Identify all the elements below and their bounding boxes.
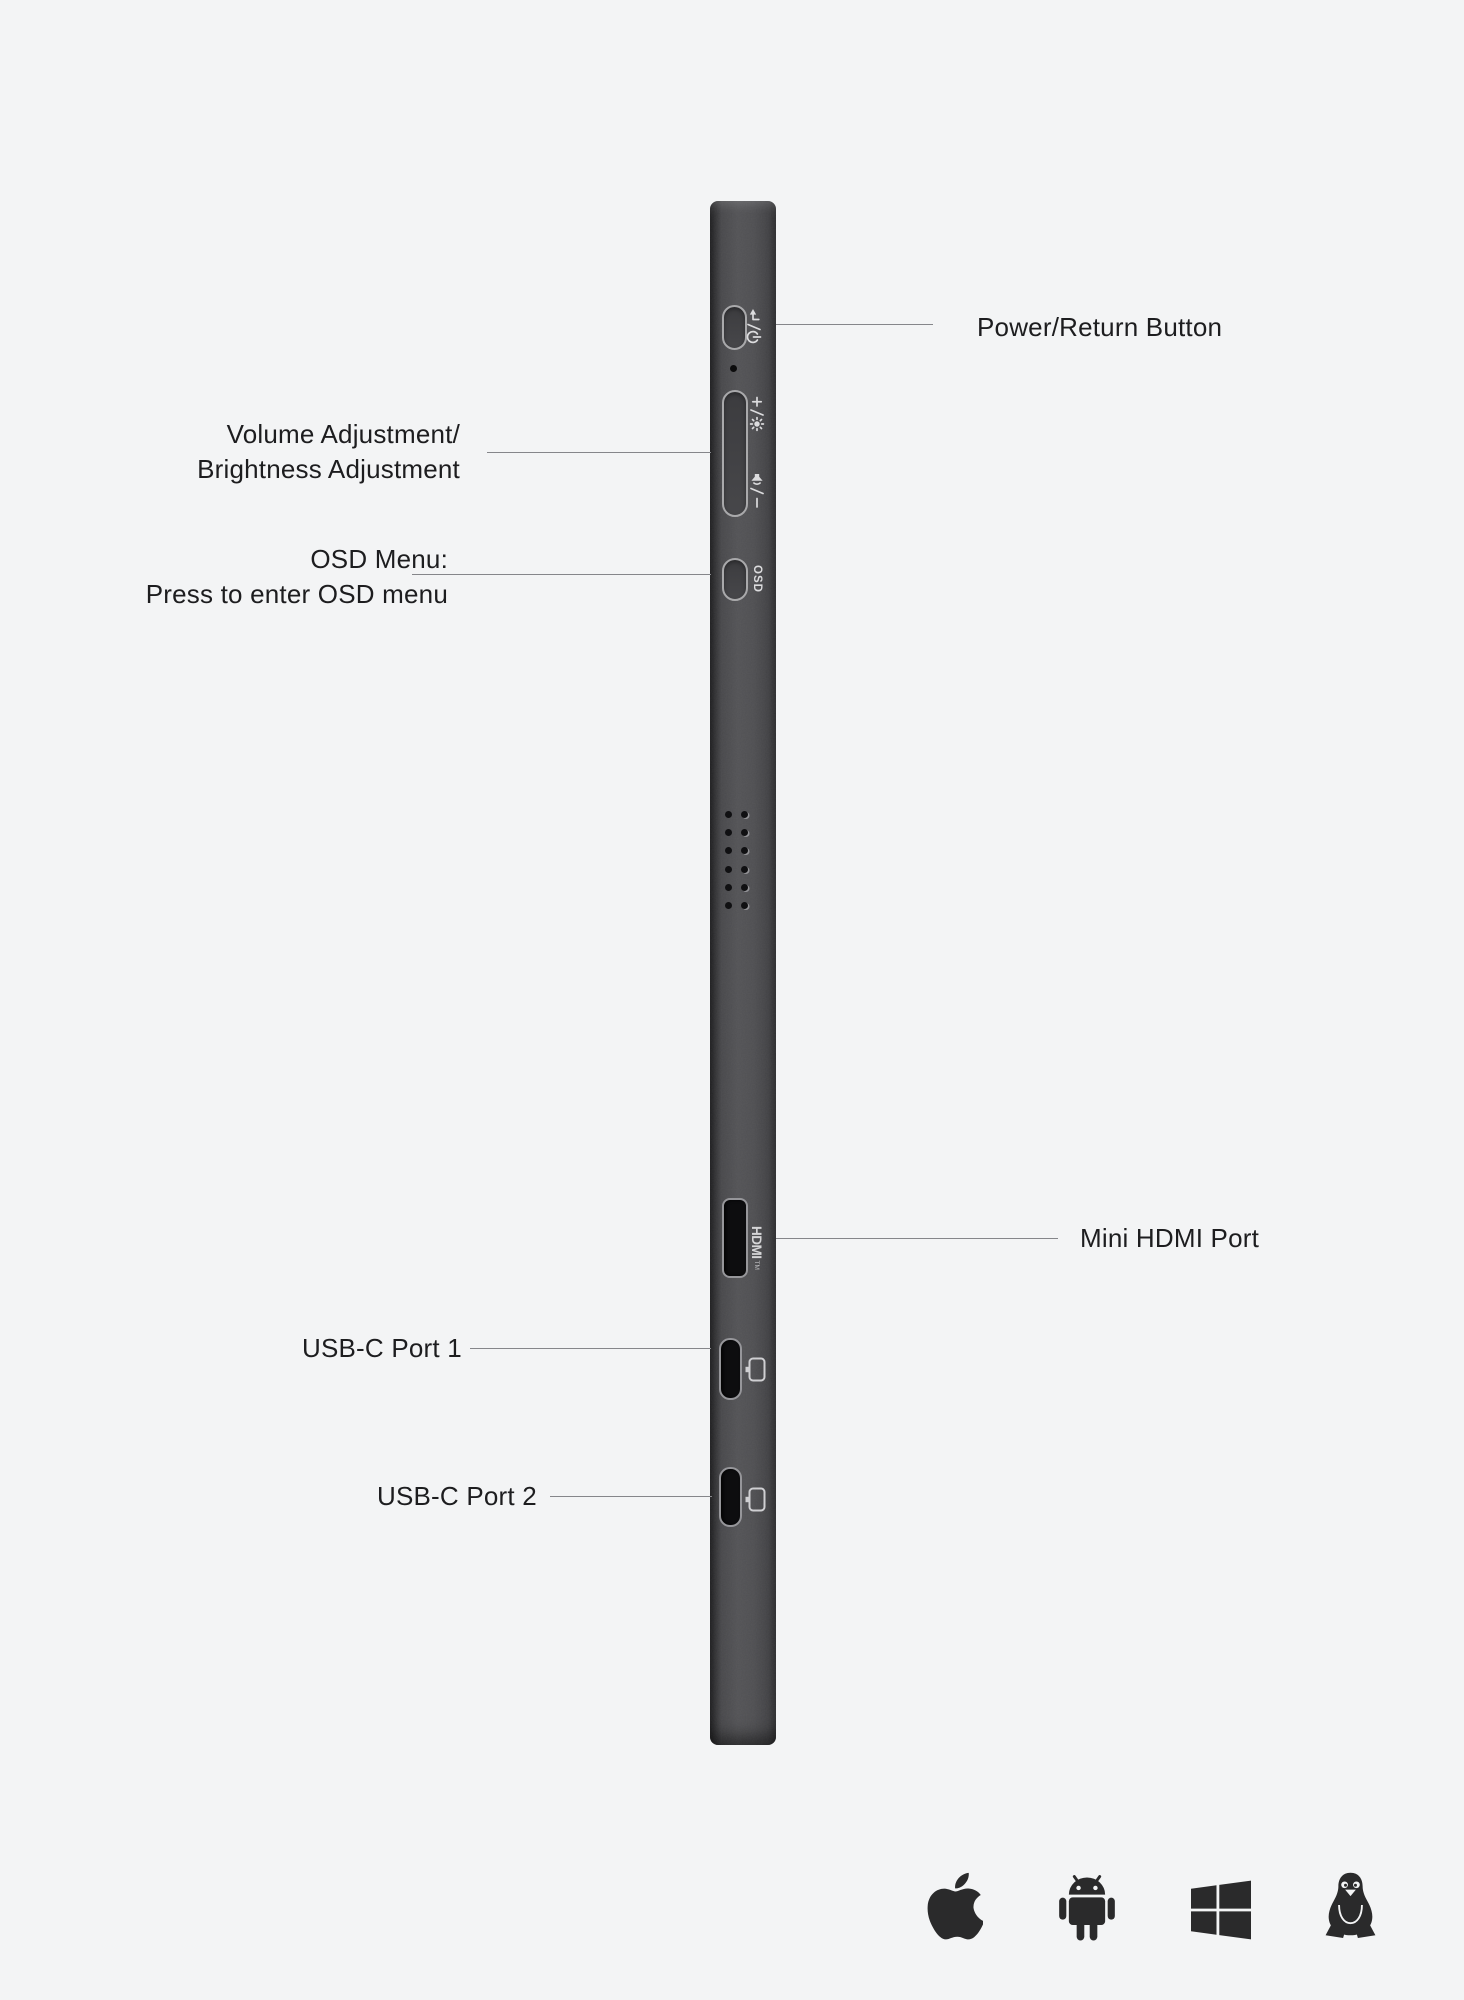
callout-line-osd: [412, 574, 711, 575]
callout-line-usbc2: [550, 1496, 712, 1497]
label-usbc-port-2: [377, 1479, 537, 1514]
volume-brightness-rocker: [722, 390, 748, 517]
label-line: Mini HDMI Port: [1080, 1223, 1260, 1253]
label-line: Volume Adjustment/: [226, 419, 460, 449]
windows-logo-icon: [1191, 1880, 1251, 1945]
label-line: USB-C Port 1: [302, 1333, 462, 1363]
display-icon: [745, 1357, 766, 1382]
android-logo-icon: [1055, 1873, 1119, 1948]
osd-engraving-text: OSD: [751, 565, 763, 593]
osd-menu-button: [722, 558, 748, 601]
mini-hdmi-port: [722, 1198, 748, 1278]
callout-line-power: [776, 324, 933, 325]
led-indicator-dot: [730, 365, 737, 372]
callout-line-hdmi: [776, 1238, 1058, 1239]
usb-c-port-1: [719, 1338, 742, 1400]
label-line: Power/Return Button: [977, 312, 1223, 342]
usb-c-port-2: [719, 1467, 742, 1527]
label-line: Brightness Adjustment: [197, 454, 460, 484]
power-return-button: [722, 305, 747, 350]
label-osd-menu: [146, 542, 448, 612]
linux-tux-icon: [1318, 1870, 1383, 1945]
hdmi-logo: [749, 1218, 765, 1278]
volume-minus-icon: [749, 472, 765, 510]
label-mini-hdmi: [1080, 1221, 1259, 1256]
callout-line-volume: [487, 452, 711, 453]
label-usbc-port-1: [302, 1331, 462, 1366]
brightness-plus-icon: [749, 395, 765, 433]
hdmi-tm-text: TM: [753, 1260, 761, 1270]
power-return-icon: [746, 306, 762, 346]
label-line: Press to enter OSD menu: [145, 579, 448, 609]
label-line: USB-C Port 2: [377, 1481, 537, 1511]
callout-line-usbc1: [470, 1348, 711, 1349]
monitor-side-profile: [710, 201, 776, 1745]
display-icon: [745, 1487, 766, 1512]
hdmi-logo-text: HDMI: [749, 1226, 765, 1259]
apple-logo-icon: [927, 1868, 983, 1948]
osd-engraving: [750, 562, 764, 596]
label-power-return: [977, 310, 1222, 345]
label-volume-brightness: [197, 417, 460, 487]
label-line: OSD Menu:: [310, 544, 448, 574]
